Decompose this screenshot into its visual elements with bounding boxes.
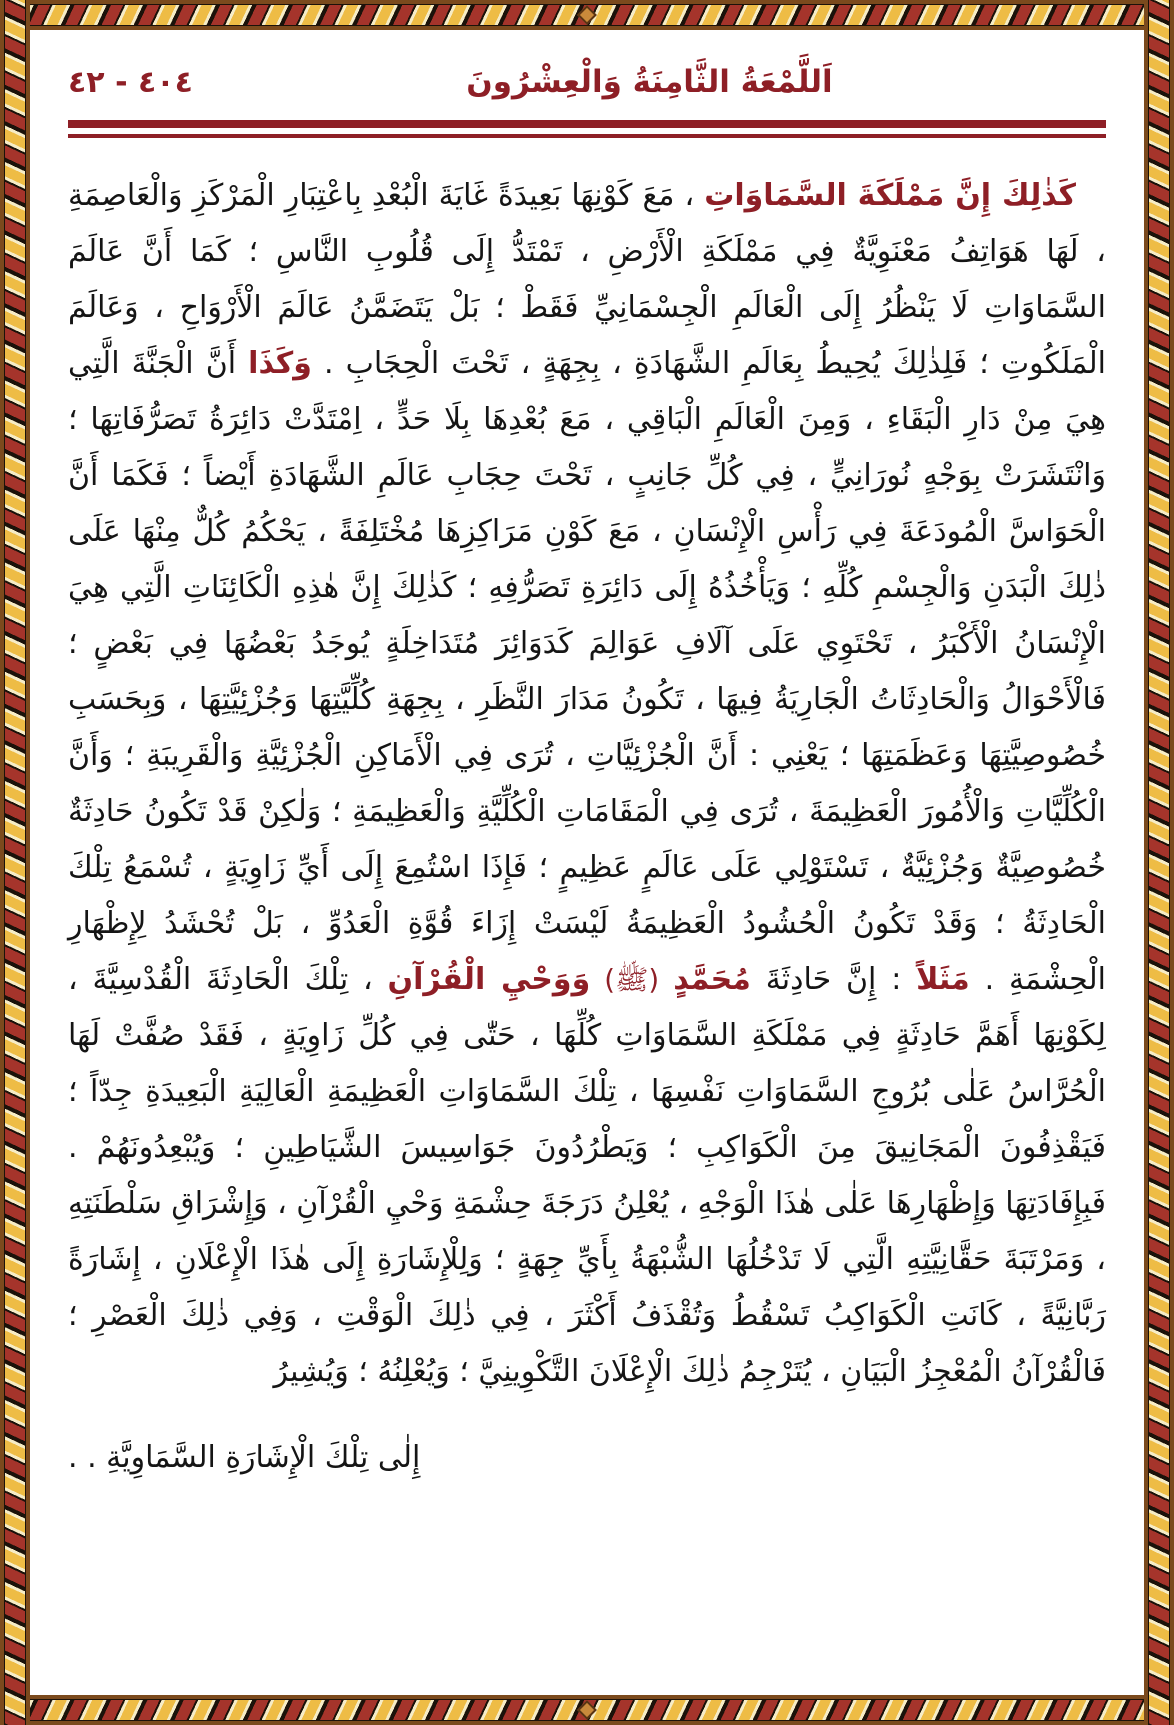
text-segment-red: وَكَذَا (248, 346, 312, 381)
text-segment-normal: : إِنَّ حَادِثَةَ (750, 962, 917, 997)
text-segment-red: مُحَمَّدٍ (673, 962, 751, 997)
text-segment-red: وَوَحْيِ الْقُرْآنِ (387, 962, 591, 997)
border-left (0, 0, 30, 1725)
text-segment-red: مَثَلاً (916, 962, 970, 997)
text-segment-normal: أَنَّ الْجَنَّةَ الَّتِي هِيَ مِنْ دَارِ الْبَقَاءِ ، وَمِنَ الْعَالَمِ الْبَاقِي ، مَعَ بُعْدِهَا بِلَا حَدٍّ ، اِمْتَدَّتْ دَائِرَةُ تَصَرُّفَاتِهَا ؛ وَانْتَشَرَتْ بِوَجْهٍ نُورَانِيٍّ ، فِي كُلِّ جَانِبٍ ، تَحْتَ حِجَابِ عَالَمِ الشَّهَادَةِ أَيْضاً ؛ فَكَمَا أَنَّ الْحَوَاسَّ الْمُودَعَةَ فِي رَأْسِ الْإِنْسَانِ ، مَعَ كَوْنِ مَرَاكِزِهَا مُخْتَلِفَةً ، يَحْكُمُ كُلٌّ مِنْهَا عَلَى ذٰلِكَ الْبَدَنِ وَالْجِسْمِ كُلِّهِ ؛ وَيَأْخُذُهُ إِلَى دَائِرَةِ تَصَرُّفِهِ ؛ كَذٰلِكَ إِنَّ هٰذِهِ الْكَائِنَاتِ الَّتِي هِيَ الْإِنْسَانُ الْأَكْبَرُ ، تَحْتَوِي عَلَى آلَافِ عَوَالِمَ كَدَوَائِرَ مُتَدَاخِلَةٍ يُوجَدُ بَعْضُهَا فِي بَعْضٍ ؛ فَالْأَحْوَالُ وَالْحَادِثَاتُ الْجَارِيَةُ فِيهَا ، تَكُونُ مَدَارَ النَّظَرِ ، بِجِهَةِ كُلِّيَّتِهَا وَجُزْئِيَّتِهَا ، وَبِحَسَبِ خُصُوصِيَّتِهَا وَعَظَمَتِهَا ؛ يَعْنِي : أَنَّ الْجُزْئِيَّاتِ ، تُرَى فِي الْأَمَاكِنِ الْجُزْئِيَّةِ وَالْقَرِيبَةِ ؛ وَأَنَّ الْكُلِّيَّاتِ وَالْأُمُورَ الْعَظِيمَةَ ، تُرَى فِي الْمَقَامَاتِ الْكُلِّيَّةِ وَالْعَظِيمَةِ ؛ وَلٰكِنْ قَدْ تَكُونُ حَادِثَةٌ خُصُوصِيَّةٌ وَجُزْئِيَّةٌ ، تَسْتَوْلِي عَلَى عَالَمٍ عَظِيمٍ ؛ فَإِذَا اسْتُمِعَ إِلَى أَيِّ زَاوِيَةٍ ، تُسْمَعُ تِلْكَ الْحَادِثَةُ ؛ وَقَدْ تَكُونُ الْحُشُودُ الْعَظِيمَةُ لَيْسَتْ إِزَاءَ قُوَّةِ الْعَدُوِّ ، بَلْ تُحْشَدُ لِإِظْهَارِ الْحِشْمَةِ . (68, 346, 1106, 997)
text-segment-normal: ، مَعَ كَوْنِهَا بَعِيدَةً غَايَةَ الْبُعْدِ بِاعْتِبَارِ الْمَرْكَزِ وَالْعَاصِمَةِ ، لَهَا هَوَاتِفُ مَعْنَوِيَّةٌ فِي مَمْلَكَةِ الْأَرْضِ ، تَمْتَدُّ إِلَى قُلُوبِ النَّاسِ ؛ كَمَا أَنَّ عَالَمَ السَّمَاوَاتِ لَا يَنْظُرُ إِلَى الْعَالَمِ الْجِسْمَانِيِّ فَقَطْ ؛ بَلْ يَتَضَمَّنُ عَالَمَ الْأَرْوَاحِ ، وَعَالَمَ الْمَلَكُوتِ ؛ فَلِذٰلِكَ يُحِيطُ بِعَالَمِ الشَّهَادَةِ ، بِجِهَةٍ ، تَحْتَ الْحِجَابِ . (68, 178, 1106, 381)
closing-line: إِلٰى تِلْكَ الْإِشَارَةِ السَّمَاوِيَّةِ . . (68, 1440, 421, 1475)
text-segment-red: كَذٰلِكَ إِنَّ مَمْلَكَةَ السَّمَاوَاتِ (704, 178, 1076, 213)
text-segment-normal: ، تِلْكَ الْحَادِثَةَ الْقُدْسِيَّةَ ، لِكَوْنِهَا أَهَمَّ حَادِثَةٍ فِي مَمْلَكَةِ السَّمَاوَاتِ كُلِّهَا ، حَتّٰى فِي كُلِّ زَاوِيَةٍ ، فَقَدْ صُفَّتْ لَهَا الْحُرَّاسُ عَلٰى بُرُوجِ السَّمَاوَاتِ نَفْسِهَا ، تِلْكَ السَّمَاوَاتِ الْعَظِيمَةِ الْعَالِيَةِ الْبَعِيدَةِ جِدّاً ؛ فَيَقْذِفُونَ الْمَجَانِيقَ مِنَ الْكَوَاكِبِ ؛ وَيَطْرُدُونَ جَوَاسِيسَ الشَّيَاطِينِ ؛ وَيُبْعِدُونَهُمْ . فَبِإِفَادَتِهَا وَإِظْهَارِهَا عَلٰى هٰذَا الْوَجْهِ ، يُعْلِنُ دَرَجَةَ حِشْمَةِ وَحْيِ الْقُرْآنِ ، وَإِشْرَاقِ سَلْطَنَتِهِ ، وَمَرْتَبَةَ حَقَّانِيَّتِهِ الَّتِي لَا تَدْخُلُهَا الشُّبْهَةُ بِأَيِّ جِهَةٍ ؛ وَلِلْإِشَارَةِ إِلَى هٰذَا الْإِعْلَانِ ، إِشَارَةً رَبَّانِيَّةً ، كَانَتِ الْكَوَاكِبُ تَسْقُطُ وَتُقْذَفُ أَكْثَرَ ، فِي ذٰلِكَ الْوَقْتِ ، وَفِي ذٰلِكَ الْعَصْرِ ؛ فَالْقُرْآنُ الْمُعْجِزُ الْبَيَانِ ، يُتَرْجِمُ ذٰلِكَ الْإِعْلَانَ التَّكْوِينِيَّ ؛ وَيُعْلِنُهُ ؛ وَيُشِيرُ (68, 962, 1106, 1389)
body-paragraph (68, 168, 1106, 1400)
page-content (30, 30, 1144, 1695)
page-number: ٤٠٤ - ٤٢ (68, 65, 193, 100)
page-title: اَللَّمْعَةُ الثَّامِنَةُ وَالْعِشْرُونَ (466, 64, 833, 100)
header-divider-rule (68, 120, 1106, 138)
prophet-seal-glyph: (ﷺ) (590, 963, 674, 996)
page-header (68, 64, 1106, 100)
border-right (1144, 0, 1174, 1725)
